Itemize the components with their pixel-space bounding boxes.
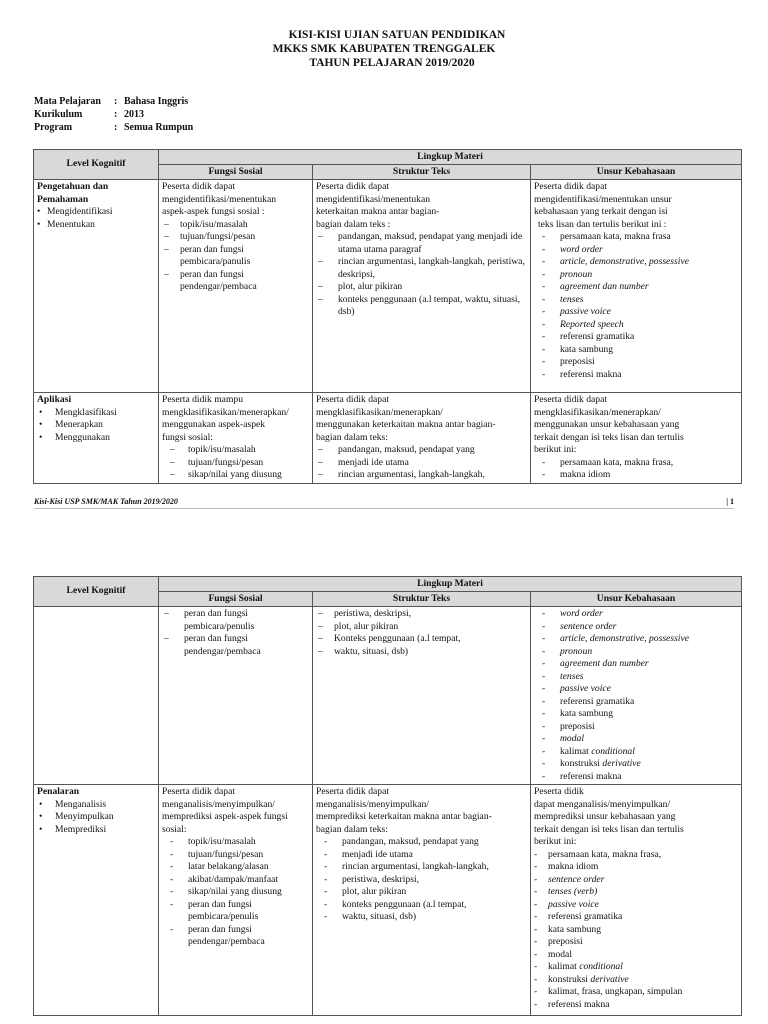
list-item: – tujuan/fungsi/pesan bbox=[162, 231, 309, 244]
cell-struktur: Peserta didik dapat menganalisis/menyimpulkan/ memprediksi keterkaitan makna antar bagian- bagian dalam teks: - pandangan, maksud, pendapat yang - menjadi ide utama - rincian argumentasi, langkah-langkah, - peristiwa, deskripsi, - plot, alur pikiran - konteks penggunaan (a.l tempat, - waktu, situasi, dsb) bbox=[313, 785, 531, 1016]
list-item: - tujuan/fungsi/pesan bbox=[162, 849, 309, 862]
header-unsur-kebahasaan: Unsur Kebahasaan bbox=[531, 165, 742, 180]
list-item: – rincian argumentasi, langkah-langkah, peristiwa, deskripsi, bbox=[316, 256, 527, 281]
header-fungsi-sosial: Fungsi Sosial bbox=[159, 165, 313, 180]
list-item: - referensi gramatika bbox=[534, 696, 738, 709]
cell-unsur: Peserta didik dapat mengidentifikasi/menentukan unsur kebahasaan yang terkait dengan isi teks lisan dan tertulis berikut ini : - persamaan kata, makna frasa - word order - article, demonstrative, possessive - pronoun - agreement dan number - tenses - passive voice - Reported speech - referensi gramatika - kata sambung - preposisi - referensi makna bbox=[531, 180, 742, 393]
list-item: • Menentukan bbox=[37, 219, 155, 232]
list-item: – konteks penggunaan (a.l tempat, waktu, situasi, dsb) bbox=[316, 294, 527, 319]
list-item: - article, demonstrative, possessive bbox=[534, 256, 738, 269]
meta-row-program: Program : Semua Rumpun bbox=[34, 122, 194, 133]
list-item: - tenses bbox=[534, 671, 738, 684]
list-item: - peristiwa, deskripsi, bbox=[316, 874, 527, 887]
list-item: - kalimat conditional bbox=[534, 746, 738, 759]
list-item: – sikap/nilai yang diusung bbox=[162, 469, 309, 482]
list-item: - referensi makna bbox=[534, 771, 738, 784]
list-item: - makna idiom bbox=[534, 861, 738, 874]
header-lingkup-materi: Lingkup Materi bbox=[159, 577, 742, 592]
level-list bbox=[37, 206, 155, 231]
list-item: - agreement dan number bbox=[534, 281, 738, 294]
list-item: - topik/isu/masalah bbox=[162, 836, 309, 849]
cell-level: Aplikasi • Mengklasifikasi • Menerapkan • Menggunakan bbox=[34, 393, 159, 484]
list-item: - article, demonstrative, possessive bbox=[534, 633, 738, 646]
list-item: - sentence order bbox=[534, 874, 738, 887]
list-item: • Menyimpulkan bbox=[37, 811, 155, 824]
list-item: – waktu, situasi, dsb) bbox=[316, 646, 527, 659]
meta-row-kurikulum: Kurikulum : 2013 bbox=[34, 109, 144, 120]
header-level-kognitif: Level Kognitif bbox=[34, 577, 159, 607]
list-item: - peran dan fungsi pembicara/penulis bbox=[162, 899, 309, 924]
list-item: - word order bbox=[534, 244, 738, 257]
page-number: | 1 bbox=[726, 497, 734, 506]
page-footer bbox=[34, 496, 734, 509]
list-item: – peran dan fungsi pembicara/penulis bbox=[162, 608, 309, 633]
list-item: - agreement dan number bbox=[534, 658, 738, 671]
list-item: – tujuan/fungsi/pesan bbox=[162, 457, 309, 470]
list-item: - referensi makna bbox=[534, 999, 738, 1012]
list-item: - passive voice bbox=[534, 683, 738, 696]
list-item: - sikap/nilai yang diusung bbox=[162, 886, 309, 899]
row-pengetahuan bbox=[34, 180, 742, 393]
cell-level: Penalaran • Menganalisis • Menyimpulkan • Memprediksi bbox=[34, 785, 159, 1016]
kisi-table-page-1 bbox=[33, 149, 742, 484]
list-item: - preposisi bbox=[534, 356, 738, 369]
list-item: – pandangan, maksud, pendapat yang bbox=[316, 444, 527, 457]
list-item: – peran dan fungsi pendengar/pembaca bbox=[162, 269, 309, 294]
list-item: – topik/isu/masalah bbox=[162, 219, 309, 232]
list-item: - tenses (verb) bbox=[534, 886, 738, 899]
list-item: - Reported speech bbox=[534, 319, 738, 332]
list-item: - referensi gramatika bbox=[534, 331, 738, 344]
list-item: • Menganalisis bbox=[37, 799, 155, 812]
list-item: – Konteks penggunaan (a.l tempat, bbox=[316, 633, 527, 646]
list-item: – peristiwa, deskripsi, bbox=[316, 608, 527, 621]
list-item: – pandangan, maksud, pendapat yang menjadi ide utama utama paragraf bbox=[316, 231, 527, 256]
list-item: - konteks penggunaan (a.l tempat, bbox=[316, 899, 527, 912]
cell-struktur: Peserta didik dapat mengklasifikasikan/menerapkan/ menggunakan keterkaitan makna antar bagian- bagian dalam teks: – pandangan, maksud, pendapat yang – menjadi ide utama – rincian argumentasi, langkah-langkah, bbox=[313, 393, 531, 484]
list-item: - menjadi ide utama bbox=[316, 849, 527, 862]
list-item: - persamaan kata, makna frasa, bbox=[534, 457, 738, 470]
list-item: - pandangan, maksud, pendapat yang bbox=[316, 836, 527, 849]
list-item: – peran dan fungsi pembicara/panulis bbox=[162, 244, 309, 269]
list-item: – menjadi ide utama bbox=[316, 457, 527, 470]
cell-fungsi: Peserta didik dapat mengidentifikasi/menentukan aspek-aspek fungsi sosial : – topik/isu/masalah – tujuan/fungsi/pesan – peran dan fungsi pembicara/panulis – peran dan fungsi pendengar/pembaca bbox=[159, 180, 313, 393]
list-item: - peran dan fungsi pendengar/pembaca bbox=[162, 924, 309, 949]
list-item: - sentence order bbox=[534, 621, 738, 634]
cell-unsur: Peserta didik dapat menganalisis/menyimpulkan/ memprediksi unsur kebahasaan yang terkait dengan isi teks lisan dan tertulis berikut ini: - persamaan kata, makna frasa, - makna idiom - sentence order - tenses (verb) - passive voice - referensi gramatika - kata sambung - preposisi - modal - kalimat conditional - konstruksi derivative - kalimat, frasa, ungkapan, simpulan - referensi makna bbox=[531, 785, 742, 1016]
list-item: • Menggunakan bbox=[37, 432, 155, 445]
cell-unsur: Peserta didik dapat mengklasifikasikan/menerapkan/ menggunakan unsur kebahasaan yang terkait dengan isi teks lisan dan tertulis berikut ini: - persamaan kata, makna frasa, - makna idiom bbox=[531, 393, 742, 484]
footer-divider bbox=[34, 508, 734, 509]
footer-text: Kisi-Kisi USP SMK/MAK Tahun 2019/2020 bbox=[34, 497, 178, 506]
list-item: – plot, alur pikiran bbox=[316, 281, 527, 294]
list-item: - persamaan kata, makna frasa, bbox=[534, 849, 738, 862]
list-item: - tenses bbox=[534, 294, 738, 307]
header-fungsi-sosial: Fungsi Sosial bbox=[159, 592, 313, 607]
list-item: - konstruksi derivative bbox=[534, 974, 738, 987]
list-item: - modal bbox=[534, 733, 738, 746]
list-item: – peran dan fungsi pendengar/pembaca bbox=[162, 633, 309, 658]
row-aplikasi-continued bbox=[34, 607, 742, 785]
cell-level bbox=[34, 607, 159, 785]
list-item: • Memprediksi bbox=[37, 824, 155, 837]
kisi-table-page-2 bbox=[33, 576, 742, 1016]
document-title bbox=[0, 28, 768, 70]
page-2 bbox=[0, 548, 768, 1024]
cell-struktur bbox=[313, 607, 531, 785]
cell-unsur bbox=[531, 607, 742, 785]
list-item: - persamaan kata, makna frasa bbox=[534, 231, 738, 244]
list-item: - referensi makna bbox=[534, 369, 738, 382]
cell-struktur: Peserta didik dapat mengidentifikasi/menentukan keterkaitan makna antar bagian- bagian dalam teks : – pandangan, maksud, pendapat yang menjadi ide utama utama paragraf – rincian argumentasi, langkah-langkah, peristiwa, deskripsi, – plot, alur pikiran – konteks penggunaan (a.l tempat, waktu, situasi, dsb) bbox=[313, 180, 531, 393]
row-aplikasi bbox=[34, 393, 742, 484]
title-line-2: MKKS SMK KABUPATEN TRENGGALEK bbox=[272, 43, 496, 55]
page-gap bbox=[0, 512, 768, 548]
list-item: - kata sambung bbox=[534, 344, 738, 357]
list-item: • Mengidentifikasi bbox=[37, 206, 155, 219]
cell-fungsi: Peserta didik dapat menganalisis/menyimpulkan/ memprediksi aspek-aspek fungsi sosial: - topik/isu/masalah - tujuan/fungsi/pesan - latar belakang/alasan - akibat/dampak/manfaat - sikap/nilai yang diusung - peran dan fungsi pembicara/penulis - peran dan fungsi pendengar/pembaca bbox=[159, 785, 313, 1016]
cell-level: Pengetahuan dan Pemahaman • Mengidentifikasi • Menentukan bbox=[34, 180, 159, 393]
list-item: - konstruksi derivative bbox=[534, 758, 738, 771]
list-item: - pronoun bbox=[534, 646, 738, 659]
cell-fungsi: Peserta didik mampu mengklasifikasikan/menerapkan/ menggunakan aspek-aspek fungsi sosial: – topik/isu/masalah – tujuan/fungsi/pesan – sikap/nilai yang diusung bbox=[159, 393, 313, 484]
header-lingkup-materi: Lingkup Materi bbox=[159, 150, 742, 165]
list-item: - preposisi bbox=[534, 936, 738, 949]
list-item: - makna idiom bbox=[534, 469, 738, 482]
list-item: - kata sambung bbox=[534, 924, 738, 937]
title-line-3: TAHUN PELAJARAN 2019/2020 bbox=[309, 57, 475, 69]
list-item: - kalimat, frasa, ungkapan, simpulan bbox=[534, 986, 738, 999]
meta-row-mapel: Mata Pelajaran : Bahasa Inggris bbox=[34, 96, 189, 107]
list-item: – rincian argumentasi, langkah-langkah, bbox=[316, 469, 527, 482]
list-item: - modal bbox=[534, 949, 738, 962]
list-item: – plot, alur pikiran bbox=[316, 621, 527, 634]
list-item: - rincian argumentasi, langkah-langkah, bbox=[316, 861, 527, 874]
list-item: • Mengklasifikasi bbox=[37, 407, 155, 420]
list-item: - preposisi bbox=[534, 721, 738, 734]
list-item: - word order bbox=[534, 608, 738, 621]
header-struktur-teks: Struktur Teks bbox=[313, 165, 531, 180]
cell-fungsi bbox=[159, 607, 313, 785]
header-level-kognitif: Level Kognitif bbox=[34, 150, 159, 180]
list-item: - referensi gramatika bbox=[534, 911, 738, 924]
list-item: – topik/isu/masalah bbox=[162, 444, 309, 457]
list-item: - passive voice bbox=[534, 306, 738, 319]
list-item: - plot, alur pikiran bbox=[316, 886, 527, 899]
list-item: • Menerapkan bbox=[37, 419, 155, 432]
meta-info bbox=[34, 95, 193, 134]
header-unsur-kebahasaan: Unsur Kebahasaan bbox=[531, 592, 742, 607]
list-item: - kalimat conditional bbox=[534, 961, 738, 974]
header-struktur-teks: Struktur Teks bbox=[313, 592, 531, 607]
list-item: - kata sambung bbox=[534, 708, 738, 721]
row-penalaran bbox=[34, 785, 742, 1016]
list-item: - akibat/dampak/manfaat bbox=[162, 874, 309, 887]
list-item: - passive voice bbox=[534, 899, 738, 912]
list-item: - waktu, situasi, dsb) bbox=[316, 911, 527, 924]
list-item: - latar belakang/alasan bbox=[162, 861, 309, 874]
title-line-1: KISI-KISI UJIAN SATUAN PENDIDIKAN bbox=[288, 29, 506, 41]
list-item: - pronoun bbox=[534, 269, 738, 282]
